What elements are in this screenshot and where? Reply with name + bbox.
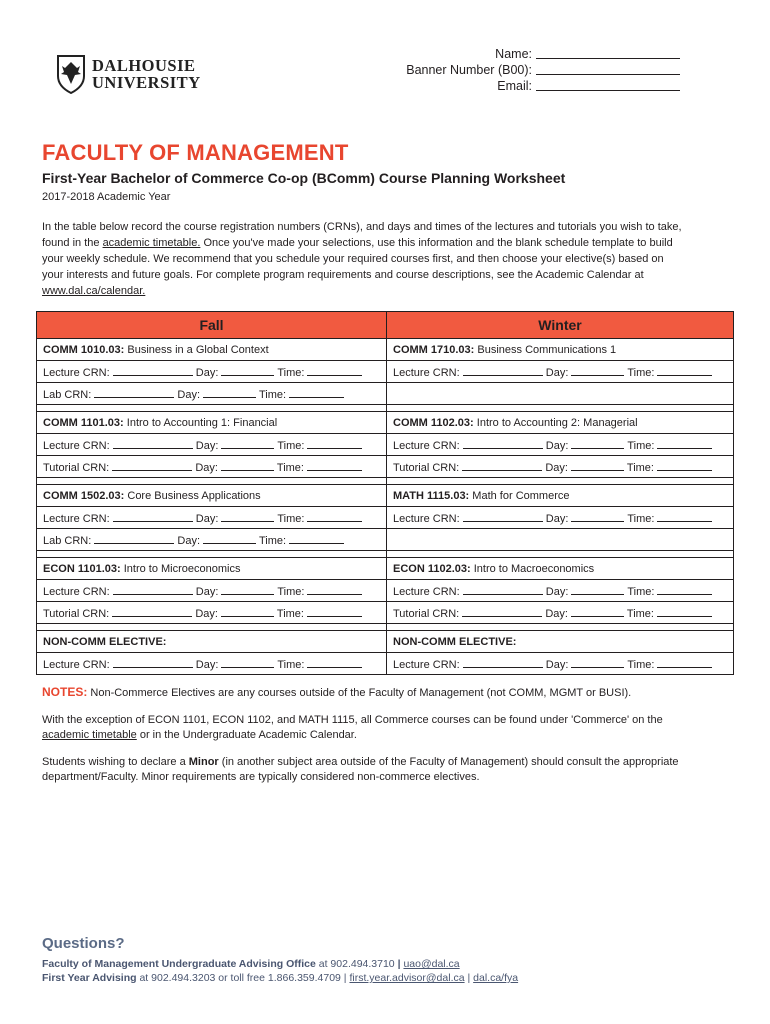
course-code: COMM 1502.03: xyxy=(43,489,125,502)
course-title-row xyxy=(37,558,734,580)
tutorial-crn-field[interactable] xyxy=(462,606,542,617)
first-year-advising-phone: at 902.494.3203 or toll free 1.866.359.4709 | xyxy=(136,972,350,984)
lecture-crn-field[interactable] xyxy=(463,657,543,668)
shield-crest-icon xyxy=(56,54,86,94)
lecture-row xyxy=(37,434,387,456)
first-year-advising-name: First Year Advising xyxy=(42,972,137,984)
spacer-row xyxy=(37,624,734,631)
day-label: Day: xyxy=(545,461,568,474)
lab-row xyxy=(37,383,387,405)
course-field-row xyxy=(37,456,734,478)
time-field[interactable] xyxy=(307,511,362,522)
time-label: Time: xyxy=(627,366,655,379)
tutorial-crn-field[interactable] xyxy=(112,460,192,471)
email-label: Email: xyxy=(497,79,532,93)
lecture-crn-label: Lecture CRN: xyxy=(43,366,110,379)
time-field[interactable] xyxy=(657,511,712,522)
note-electives-text: Non-Commerce Electives are any courses outside of the Faculty of Management (not COMM, MGMT or BUSI). xyxy=(87,687,632,699)
logo-line2: UNIVERSITY xyxy=(92,73,201,92)
tutorial-crn-label: Tutorial CRN: xyxy=(393,461,460,474)
lecture-row xyxy=(387,580,734,602)
lab-row xyxy=(37,529,387,551)
page-title: FACULTY OF MANAGEMENT xyxy=(42,140,349,165)
spacer-cell xyxy=(387,551,734,558)
tutorial-crn-label: Tutorial CRN: xyxy=(43,607,110,620)
tutorial-crn-label: Tutorial CRN: xyxy=(393,607,460,620)
day-field[interactable] xyxy=(571,438,624,449)
course-field-row xyxy=(37,580,734,602)
time-field[interactable] xyxy=(657,584,712,595)
lecture-row xyxy=(387,653,734,675)
time-label: Time: xyxy=(277,512,305,525)
lecture-crn-label: Lecture CRN: xyxy=(43,585,110,598)
first-year-email-link[interactable]: first.year.advisor@dal.ca xyxy=(349,972,465,984)
spacer-cell xyxy=(37,478,387,485)
tutorial-crn-field[interactable] xyxy=(462,460,542,471)
day-label: Day: xyxy=(195,607,218,620)
lecture-row xyxy=(37,361,387,383)
lecture-row xyxy=(387,507,734,529)
logo-line1: DALHOUSIE xyxy=(92,56,196,75)
intro-paragraph xyxy=(42,219,682,299)
email-field[interactable] xyxy=(536,78,680,91)
note-minor xyxy=(42,755,682,785)
day-field[interactable] xyxy=(571,584,624,595)
fall-course-title xyxy=(37,631,387,653)
time-field[interactable] xyxy=(307,584,362,595)
day-label: Day: xyxy=(195,461,218,474)
spacer-cell xyxy=(37,405,387,412)
day-field[interactable] xyxy=(221,438,274,449)
day-label: Day: xyxy=(195,439,219,452)
day-field[interactable] xyxy=(571,657,624,668)
banner-field[interactable] xyxy=(536,62,680,75)
note-timetable-text-2: or in the Undergraduate Academic Calendar. xyxy=(136,729,357,741)
page-subtitle: First-Year Bachelor of Commerce Co-op (BComm) Course Planning Worksheet xyxy=(42,170,566,186)
day-field[interactable] xyxy=(221,365,274,376)
student-info-block xyxy=(406,46,680,94)
time-label: Time: xyxy=(627,585,655,598)
course-name: Math for Commerce xyxy=(472,489,570,502)
course-name: Core Business Applications xyxy=(127,489,261,502)
lecture-crn-field[interactable] xyxy=(113,365,193,376)
time-label: Time: xyxy=(277,366,305,379)
lecture-crn-label: Lecture CRN: xyxy=(43,658,110,671)
spacer-cell xyxy=(387,624,734,631)
time-label: Time: xyxy=(277,585,305,598)
tutorial-row xyxy=(387,602,734,624)
fall-course-title xyxy=(37,485,387,507)
time-field[interactable] xyxy=(657,606,712,617)
note-timetable-text-1: With the exception of ECON 1101, ECON 1102, and MATH 1115, all Commerce courses can be found under 'Commerce' on the xyxy=(42,714,663,726)
time-field[interactable] xyxy=(307,460,362,471)
note-electives xyxy=(42,685,682,701)
lecture-crn-field[interactable] xyxy=(463,365,543,376)
course-code: NON-COMM ELECTIVE: xyxy=(43,635,167,648)
lecture-row xyxy=(37,507,387,529)
tutorial-row xyxy=(387,456,734,478)
course-field-row xyxy=(37,529,734,551)
fall-header: Fall xyxy=(37,312,387,339)
lecture-crn-field[interactable] xyxy=(113,438,193,449)
course-code: ECON 1102.03: xyxy=(393,562,471,575)
course-title-row xyxy=(37,485,734,507)
time-field[interactable] xyxy=(289,533,344,544)
notes-section xyxy=(42,685,682,797)
time-field[interactable] xyxy=(307,606,362,617)
contact-footer xyxy=(42,957,518,985)
lecture-row xyxy=(37,653,387,675)
day-label: Day: xyxy=(195,585,219,598)
lecture-row xyxy=(37,580,387,602)
separator: | xyxy=(464,972,474,984)
lecture-crn-field[interactable] xyxy=(463,584,543,595)
course-name: Intro to Macroeconomics xyxy=(473,562,595,575)
day-field[interactable] xyxy=(221,511,274,522)
time-label: Time: xyxy=(627,512,655,525)
time-field[interactable] xyxy=(307,657,362,668)
lecture-crn-field[interactable] xyxy=(463,511,543,522)
academic-year: 2017-2018 Academic Year xyxy=(42,191,171,203)
tutorial-row xyxy=(37,602,387,624)
spacer-cell xyxy=(387,405,734,412)
day-field[interactable] xyxy=(571,460,624,471)
course-title-row xyxy=(37,631,734,653)
course-name: Intro to Microeconomics xyxy=(123,562,241,575)
day-label: Day: xyxy=(545,658,569,671)
day-label: Day: xyxy=(545,585,569,598)
course-field-row xyxy=(37,361,734,383)
day-field[interactable] xyxy=(571,511,624,522)
lecture-row xyxy=(387,434,734,456)
time-label: Time: xyxy=(258,534,287,547)
name-label: Name: xyxy=(495,47,532,61)
note-timetable xyxy=(42,713,682,743)
fall-course-title xyxy=(37,412,387,434)
course-name: Intro to Accounting 2: Managerial xyxy=(476,416,638,429)
time-label: Time: xyxy=(258,388,287,401)
lecture-crn-label: Lecture CRN: xyxy=(43,512,110,525)
time-label: Time: xyxy=(277,439,305,452)
course-code: COMM 1710.03: xyxy=(393,343,475,356)
course-name: Business Communications 1 xyxy=(477,343,617,356)
course-field-row xyxy=(37,602,734,624)
day-label: Day: xyxy=(177,534,201,547)
day-field[interactable] xyxy=(203,533,256,544)
lecture-crn-field[interactable] xyxy=(113,584,193,595)
course-code: MATH 1115.03: xyxy=(393,489,470,502)
course-code: NON-COMM ELECTIVE: xyxy=(393,635,517,648)
time-label: Time: xyxy=(626,461,654,474)
academic-timetable-link[interactable]: academic timetable. xyxy=(102,237,201,249)
lecture-crn-field[interactable] xyxy=(463,438,543,449)
time-field[interactable] xyxy=(657,460,712,471)
course-field-row xyxy=(37,653,734,675)
separator: | xyxy=(397,958,401,970)
course-title-row xyxy=(37,412,734,434)
course-code: COMM 1010.03: xyxy=(43,343,125,356)
time-label: Time: xyxy=(626,607,654,620)
time-field[interactable] xyxy=(289,387,344,398)
day-field[interactable] xyxy=(571,606,624,617)
lecture-crn-label: Lecture CRN: xyxy=(393,366,460,379)
lecture-crn-label: Lecture CRN: xyxy=(393,585,460,598)
spacer-cell xyxy=(37,624,387,631)
note-minor-bold: Minor xyxy=(188,756,219,768)
fall-course-title xyxy=(37,558,387,580)
empty-cell xyxy=(387,383,734,405)
spacer-row xyxy=(37,478,734,485)
advising-office-name: Faculty of Management Undergraduate Advising Office xyxy=(42,958,316,970)
lecture-crn-label: Lecture CRN: xyxy=(393,439,460,452)
dalhousie-logo xyxy=(56,54,201,94)
course-code: COMM 1101.03: xyxy=(43,416,124,429)
day-label: Day: xyxy=(545,512,569,525)
winter-course-title xyxy=(387,485,734,507)
intro-text-1: In the table below record the course registration numbers (CRNs), and days and times of the lectures and tutorials you wish to take, found in the xyxy=(42,221,682,249)
course-field-row xyxy=(37,434,734,456)
lab-crn-field[interactable] xyxy=(94,533,174,544)
time-field[interactable] xyxy=(657,657,712,668)
fya-link[interactable]: dal.ca/fya xyxy=(473,972,519,984)
lab-crn-field[interactable] xyxy=(94,387,174,398)
note-minor-text-1: Students wishing to declare a xyxy=(42,756,189,768)
calendar-link[interactable]: www.dal.ca/calendar. xyxy=(42,285,146,297)
day-field[interactable] xyxy=(221,460,274,471)
lab-crn-label: Lab CRN: xyxy=(43,388,92,401)
day-label: Day: xyxy=(195,512,219,525)
lecture-crn-field[interactable] xyxy=(113,511,193,522)
day-field[interactable] xyxy=(571,365,624,376)
winter-course-title xyxy=(387,558,734,580)
advising-office-line xyxy=(42,957,518,971)
spacer-cell xyxy=(37,551,387,558)
day-label: Day: xyxy=(177,388,201,401)
tutorial-crn-label: Tutorial CRN: xyxy=(43,461,110,474)
course-name: Business in a Global Context xyxy=(127,343,269,356)
course-title-row xyxy=(37,339,734,361)
uao-email-link[interactable]: uao@dal.ca xyxy=(403,958,460,970)
day-label: Day: xyxy=(195,366,219,379)
course-field-row xyxy=(37,507,734,529)
note-timetable-link[interactable]: academic timetable xyxy=(42,729,137,741)
time-label: Time: xyxy=(277,658,305,671)
winter-header: Winter xyxy=(387,312,734,339)
time-field[interactable] xyxy=(307,438,362,449)
lecture-crn-label: Lecture CRN: xyxy=(393,512,460,525)
day-label: Day: xyxy=(545,607,568,620)
name-field[interactable] xyxy=(536,46,680,59)
time-label: Time: xyxy=(627,658,655,671)
notes-label: NOTES: xyxy=(42,685,88,699)
day-field[interactable] xyxy=(221,606,274,617)
day-field[interactable] xyxy=(221,584,274,595)
lecture-crn-label: Lecture CRN: xyxy=(393,658,460,671)
spacer-cell xyxy=(387,478,734,485)
course-field-row xyxy=(37,383,734,405)
time-field[interactable] xyxy=(657,365,712,376)
time-label: Time: xyxy=(276,461,304,474)
time-field[interactable] xyxy=(307,365,362,376)
banner-label: Banner Number (B00): xyxy=(406,63,532,77)
lecture-row xyxy=(387,361,734,383)
lecture-crn-field[interactable] xyxy=(113,657,193,668)
questions-heading: Questions? xyxy=(42,935,125,952)
first-year-advising-line xyxy=(42,971,518,985)
intro-text-2: Once you've made your selections, use this information and the blank schedule template to build your weekly schedule. We recommend that you schedule your required courses first, and then choose your elective(s) based on your interests and future goals. For complete program requirements and course descriptions, see the Academic Calendar at xyxy=(42,237,673,281)
tutorial-crn-field[interactable] xyxy=(112,606,192,617)
course-planning-table xyxy=(36,311,734,675)
spacer-row xyxy=(37,551,734,558)
empty-cell xyxy=(387,529,734,551)
advising-office-phone: at 902.494.3710 xyxy=(315,958,398,970)
course-code: COMM 1102.03: xyxy=(393,416,474,429)
winter-course-title xyxy=(387,412,734,434)
day-field[interactable] xyxy=(203,387,256,398)
course-code: ECON 1101.03: xyxy=(43,562,121,575)
spacer-row xyxy=(37,405,734,412)
lab-crn-label: Lab CRN: xyxy=(43,534,92,547)
day-label: Day: xyxy=(195,658,219,671)
winter-course-title xyxy=(387,631,734,653)
note-minor-text-2: (in another subject area outside of the Faculty of Management) should consult the appropriate department/Faculty. Minor requirements are typically considered non-commerce electives. xyxy=(42,756,679,783)
tutorial-row xyxy=(37,456,387,478)
lecture-crn-label: Lecture CRN: xyxy=(43,439,110,452)
time-label: Time: xyxy=(276,607,304,620)
fall-course-title xyxy=(37,339,387,361)
day-label: Day: xyxy=(545,439,569,452)
winter-course-title xyxy=(387,339,734,361)
time-field[interactable] xyxy=(657,438,712,449)
day-field[interactable] xyxy=(221,657,274,668)
time-label: Time: xyxy=(627,439,655,452)
day-label: Day: xyxy=(545,366,569,379)
course-name: Intro to Accounting 1: Financial xyxy=(126,416,278,429)
